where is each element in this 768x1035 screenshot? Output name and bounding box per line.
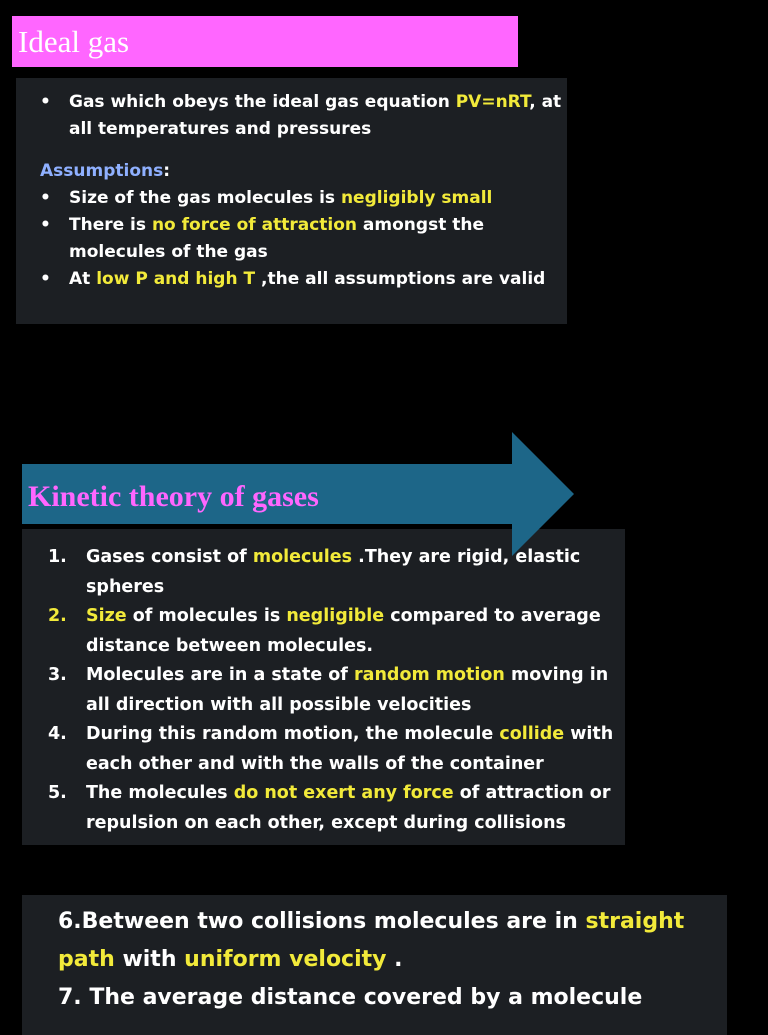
- ideal-gas-panel: [16, 78, 567, 324]
- kinetic-point: [22, 779, 625, 838]
- point-highlight: random motion: [354, 665, 505, 685]
- assumption-highlight: negligibly small: [340, 188, 493, 208]
- point-text: Gases consist of: [86, 547, 253, 567]
- definition-text: Gas which obeys the ideal gas equation: [69, 92, 456, 112]
- point-text-end: .: [386, 947, 403, 972]
- kinetic-theory-panel: [22, 529, 625, 845]
- point-text-end: .They are rigid, elastic spheres: [86, 547, 581, 597]
- point-highlight: uniform velocity: [184, 947, 387, 972]
- assumption-text: At: [69, 269, 97, 289]
- point-text: of molecules is: [126, 606, 287, 626]
- bullet-icon: •: [40, 92, 51, 112]
- point-highlight: Size: [86, 606, 127, 626]
- title-bar: [12, 16, 518, 67]
- point-highlight: do not exert any force: [233, 783, 454, 803]
- continued-panel: [22, 895, 727, 1035]
- assumption-text-end: ,the all assumptions are valid: [255, 269, 546, 289]
- assumption-text-end: amongst the molecules of the gas: [69, 215, 484, 262]
- point-text: The molecules: [86, 783, 234, 803]
- bullet-icon: •: [40, 269, 51, 289]
- page-title: Ideal gas: [18, 24, 130, 59]
- point-highlight: negligible: [286, 606, 385, 626]
- assumptions-heading: [16, 158, 567, 185]
- kinetic-point: [22, 602, 625, 661]
- assumption-text: There is: [69, 215, 152, 235]
- kinetic-point: [22, 661, 625, 720]
- point-text-end: moving in all direction with all possible velocities: [86, 665, 609, 715]
- point-text: 6.Between two collisions molecules are in: [58, 909, 586, 934]
- point-highlight: straight path: [58, 909, 685, 972]
- kinetic-point: [22, 720, 625, 779]
- assumptions-colon: :: [163, 161, 171, 181]
- assumption-text: Size of the gas molecules is: [69, 188, 341, 208]
- point-number: 5.: [48, 783, 67, 803]
- assumption-highlight: no force of attraction: [151, 215, 358, 235]
- assumption-highlight: low P and high T: [96, 269, 256, 289]
- definition-equation: PV=nRT: [455, 92, 530, 112]
- point-text: with: [114, 947, 185, 972]
- assumptions-list: [16, 185, 567, 293]
- kinetic-points-list: [22, 529, 625, 838]
- point-six: [58, 903, 727, 979]
- point-number: 2.: [48, 606, 67, 626]
- point-text-end: of attraction or repulsion on each other, except during collisions: [86, 783, 611, 833]
- point-text-end: compared to average distance between molecules.: [86, 606, 601, 656]
- point-seven: 7. The average distance covered by a molecule: [58, 985, 643, 1010]
- assumption-item: [16, 212, 567, 266]
- point-number: 4.: [48, 724, 67, 744]
- assumption-item: [16, 266, 567, 293]
- definition-item: [16, 89, 567, 143]
- point-number: 1.: [48, 547, 67, 567]
- bullet-icon: •: [40, 215, 51, 235]
- continued-text: [22, 895, 727, 1017]
- kinetic-theory-heading: Kinetic theory of gases: [28, 480, 319, 513]
- point-number: 3.: [48, 665, 67, 685]
- point-text-end: with each other and with the walls of the container: [86, 724, 614, 774]
- point-highlight: collide: [499, 724, 565, 744]
- bullet-icon: •: [40, 188, 51, 208]
- definition-list: [16, 78, 567, 143]
- point-text: During this random motion, the molecule: [86, 724, 500, 744]
- definition-text-end: , at all temperatures and pressures: [69, 92, 562, 139]
- point-text: Molecules are in a state of: [86, 665, 355, 685]
- assumption-item: [16, 185, 567, 212]
- point-highlight: molecules: [252, 547, 353, 567]
- assumptions-label: Assumptions: [40, 161, 164, 181]
